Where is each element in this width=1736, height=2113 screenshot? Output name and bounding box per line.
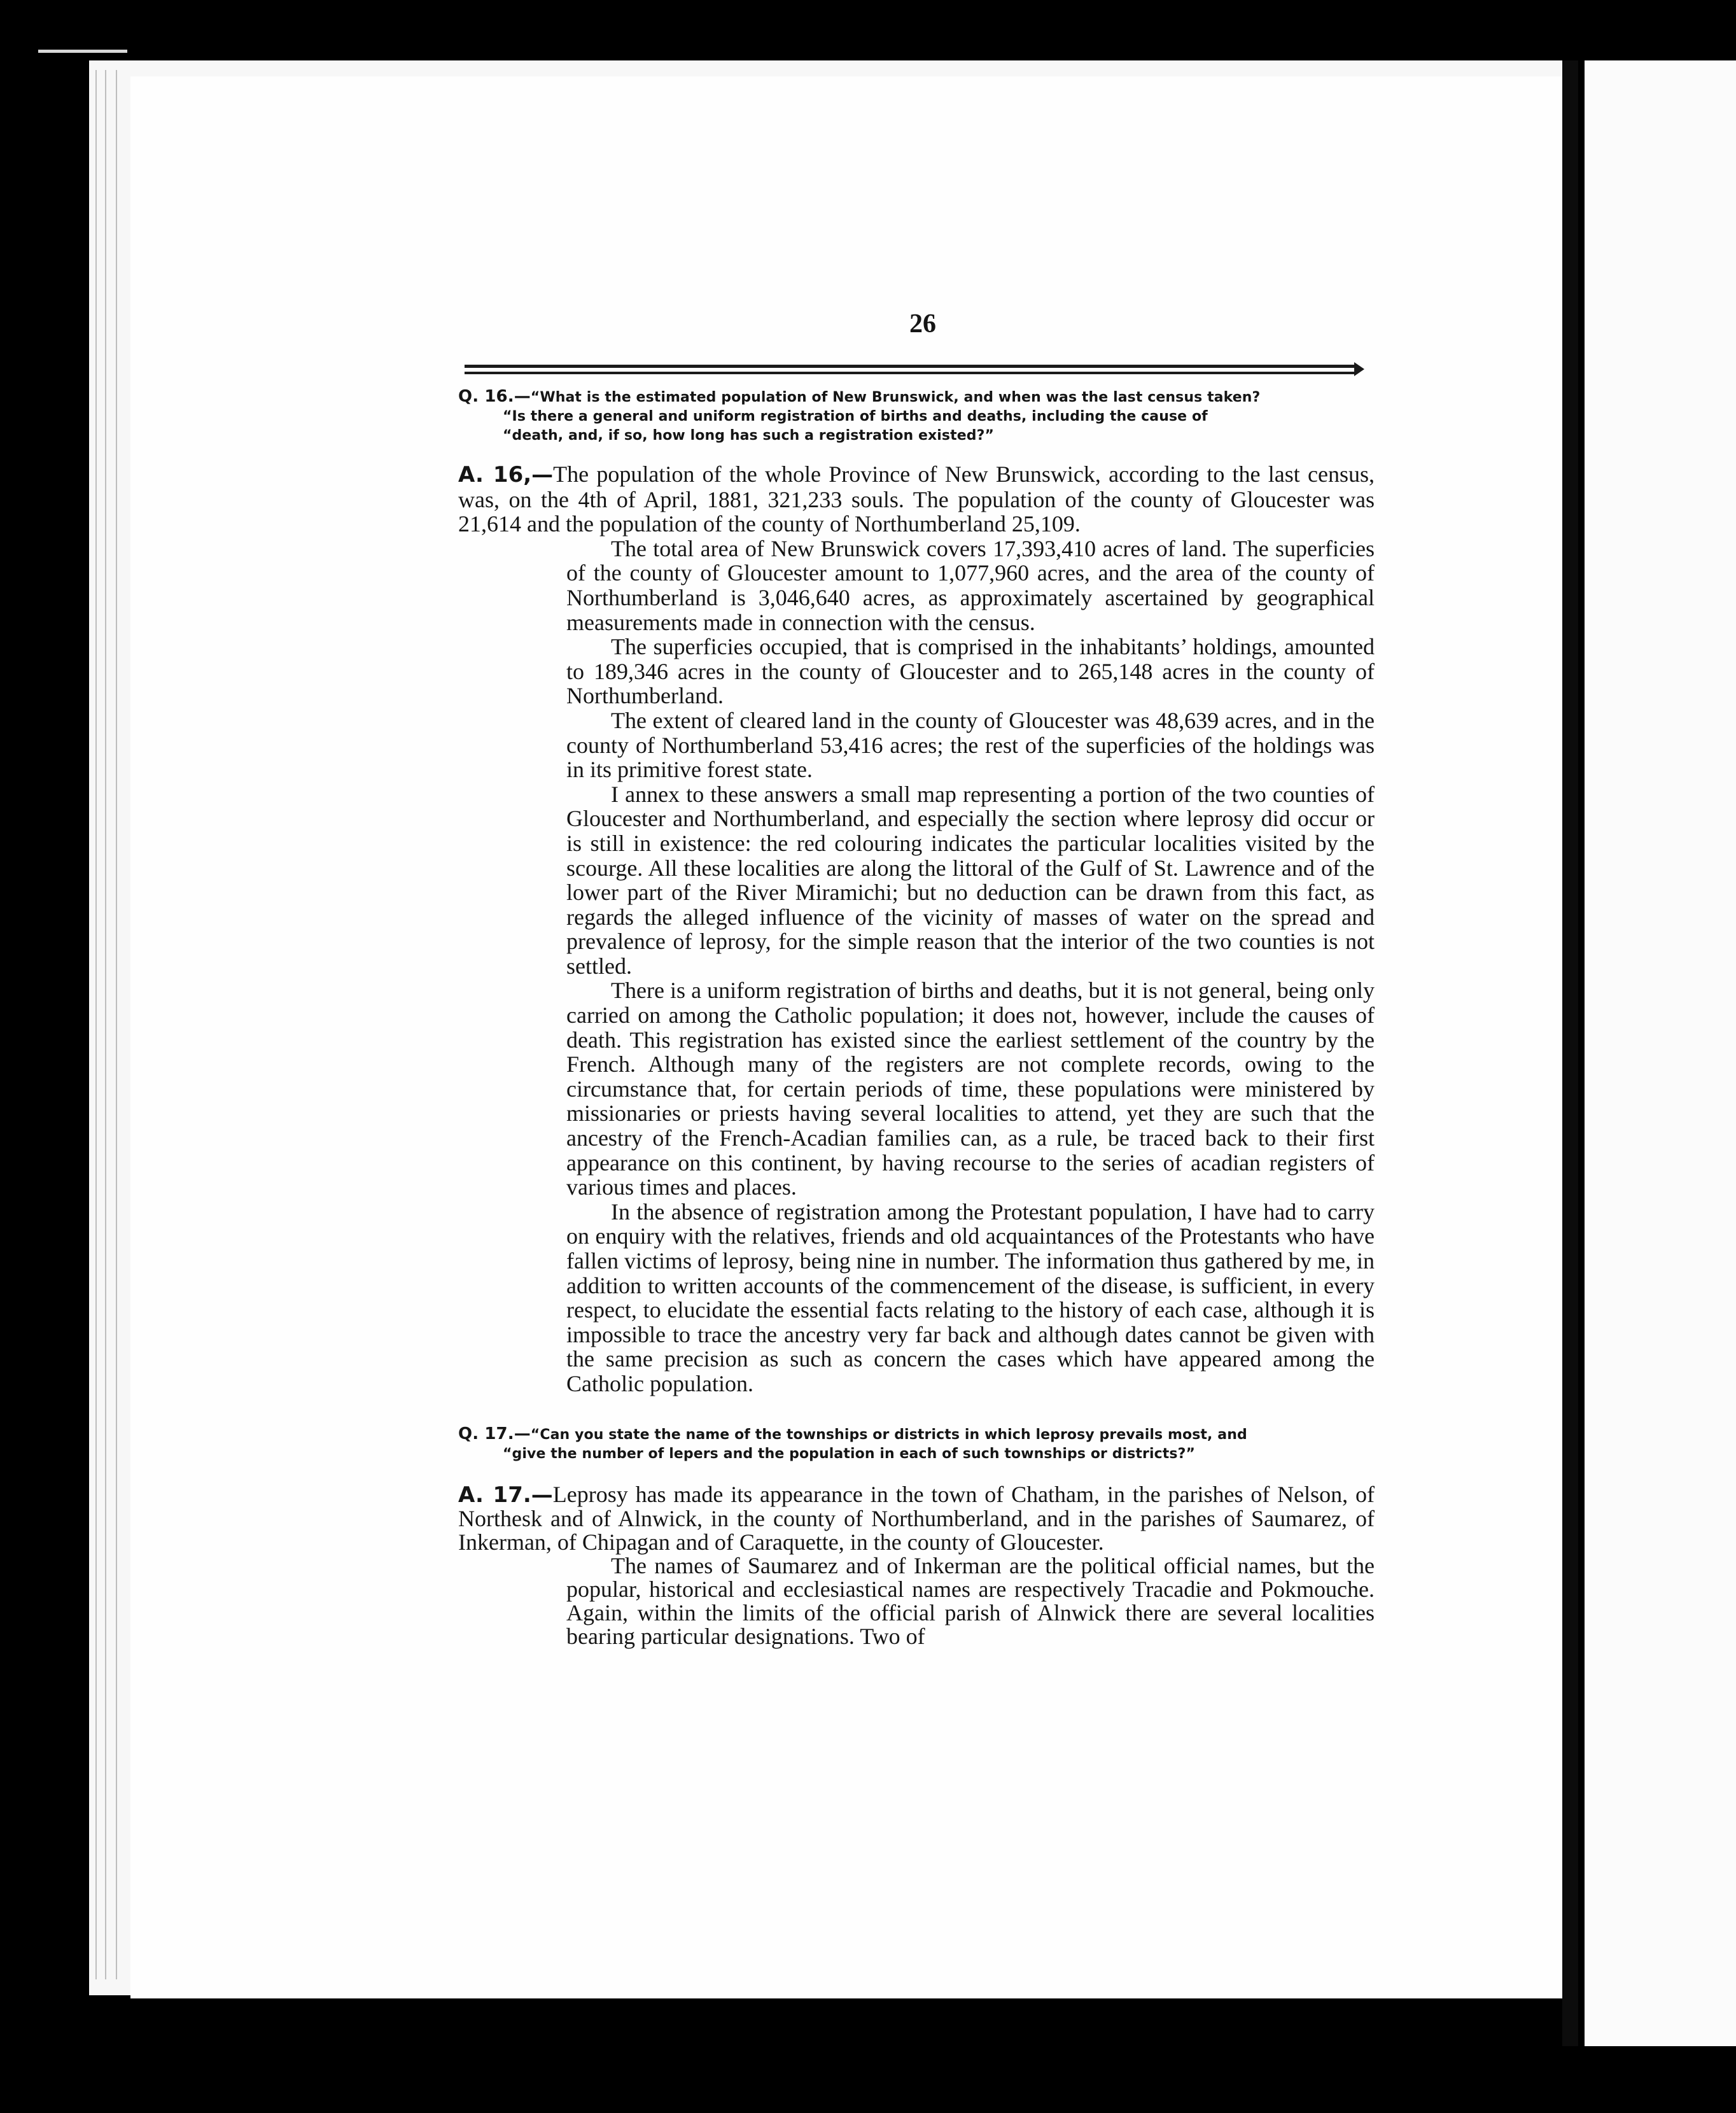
question-line: “Is there a general and uniform registration of births and deaths, including the cause of bbox=[503, 409, 1208, 425]
page-body bbox=[458, 387, 1375, 1648]
book-gutter bbox=[1562, 60, 1578, 2046]
facing-page bbox=[1585, 60, 1736, 2046]
question-line: “death, and, if so, how long has such a registration existed?” bbox=[503, 428, 995, 444]
answer-16 bbox=[458, 462, 1375, 1396]
answer-17 bbox=[458, 1483, 1375, 1648]
answer-paragraph: The superficies occupied, that is comprised in the inhabitants’ holdings, amounted to 189,346 acres in the county of Gloucester and to 265,148 acres in the county of Northumberland. bbox=[566, 634, 1375, 709]
answer-paragraph: The extent of cleared land in the county of Gloucester was 48,639 acres, and in the county of Northumberland 53,416 acres; the rest of the superficies of the holdings was in its primitive forest state. bbox=[566, 707, 1375, 783]
answer-label: A. 16,— bbox=[458, 462, 554, 488]
question-line: “What is the estimated population of New Brunswick, and when was the last census taken? bbox=[530, 390, 1261, 405]
page-edge-line bbox=[105, 70, 106, 1979]
page-edge-line bbox=[116, 70, 117, 1979]
question-line: “Can you state the name of the townships or districts in which leprosy prevails most, and bbox=[530, 1426, 1247, 1443]
scan-top-rule bbox=[38, 50, 127, 53]
page-edge-line bbox=[95, 70, 97, 1979]
answer-paragraph: The names of Saumarez and of Inkerman are the political official names, but the popular, historical and ecclesiastical names are respectively Tracadie and Pokmouche. Again, within the limits of the official parish of Alnwick there are several localities bearing particular designations. Two of bbox=[566, 1552, 1375, 1649]
question-line: “give the number of lepers and the population in each of such townships or districts?” bbox=[503, 1445, 1196, 1462]
answer-label: A. 17.— bbox=[458, 1482, 553, 1508]
question-label: Q. 16.— bbox=[458, 387, 531, 406]
answer-paragraph: There is a uniform registration of births and deaths, but it is not general, being only carried on among the Catholic population; it does not, however, include the causes of death. This registration has existed since the earliest settlement of the country by the French. Although many of the registers are not complete records, owing to the circumstance that, for certain periods of time, these populations were ministered by missionaries or priests having several localities to attend, yet they are such that the ancestry of the French-Acadian families can, as a rule, be traced back to their first appearance on this continent, by having recourse to the series of acadian registers of various times and places. bbox=[566, 978, 1375, 1200]
answer-paragraph: Leprosy has made its appearance in the town of Chatham, in the parishes of Nelson, of Northesk and of Alnwick, in the county of Northumberland, and in the parishes of Saumarez, of Inkerman, of Chipagan and of Caraquette, in the county of Gloucester. bbox=[458, 1481, 1375, 1555]
page-number: 26 bbox=[909, 309, 936, 339]
header-double-rule bbox=[465, 365, 1355, 374]
answer-paragraph: In the absence of registration among the Protestant population, I have had to carry on enquiry with the relatives, friends and old acquaintances of the Protestants who have fallen victims of leprosy, being nine in number. The information thus gathered by me, in addition to written accounts of the commencement of the disease, is sufficient, in every respect, to elucidate the essential facts relating to the history of each case, although it is impossible to trace the ancestry very far back and although dates cannot be given with the same precision as such as concern the cases which have appeared among the Catholic population. bbox=[566, 1198, 1375, 1396]
answer-paragraph: The population of the whole Province of New Brunswick, according to the last census, was, on the 4th of April, 1881, 321,233 souls. The population of the county of Gloucester was 21,614 and the population of the county of Northumberland 25,109. bbox=[458, 461, 1375, 537]
question-16 bbox=[458, 387, 1375, 446]
answer-paragraph: The total area of New Brunswick covers 17,393,410 acres of land. The superficies of the county of Gloucester amount to 1,077,960 acres, and the area of the county of Northumberland is 3,046,640 acres, as approximately ascertained by geographical measurements made in connection with the census. bbox=[566, 535, 1375, 635]
question-label: Q. 17.— bbox=[458, 1424, 531, 1443]
answer-paragraph: I annex to these answers a small map representing a portion of the two counties of Gloucester and Northumberland, and especially the section where leprosy did occur or is still in existence: the red colouring indicates the particular localities visited by the scourge. All these localities are along the littoral of the Gulf of St. Lawrence and of the lower part of the River Miramichi; but no deduction can be drawn from this fact, as regards the alleged influence of the vicinity of masses of water on the spread and prevalence of leprosy, for the simple reason that the interior of the two counties is not settled. bbox=[566, 781, 1375, 979]
question-17 bbox=[458, 1424, 1375, 1464]
